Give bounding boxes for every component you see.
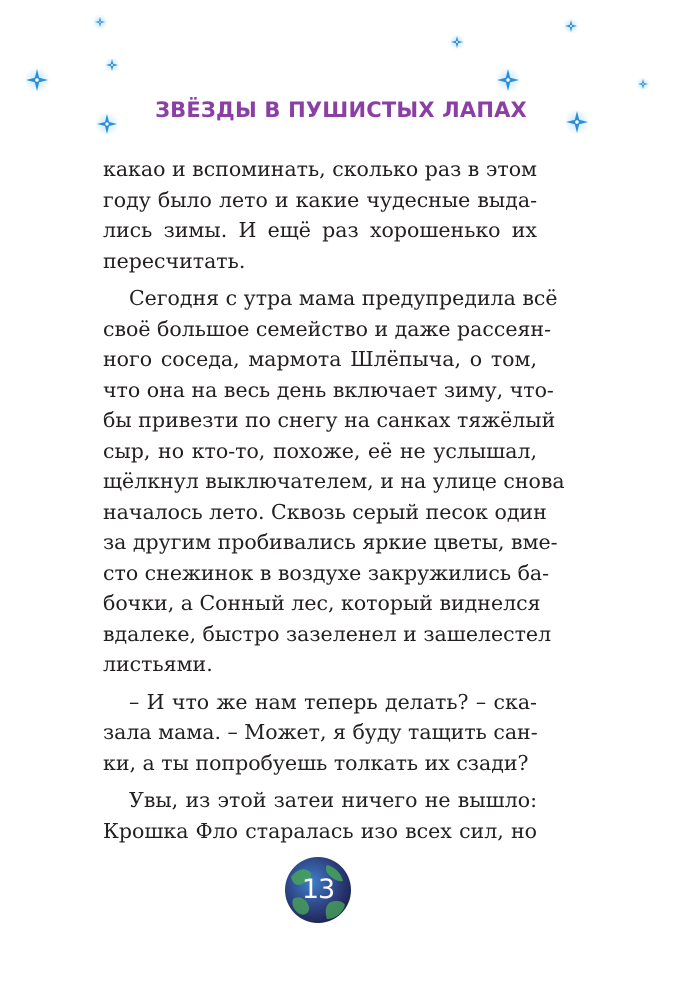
starry-sky-decoration (0, 0, 682, 150)
running-header-title: ЗВЁЗДЫ В ПУШИСТЫХ ЛАПАХ (155, 98, 527, 122)
paragraph (103, 687, 537, 779)
text-line: сто снежинок в воздухе закружились ба- (103, 560, 550, 585)
text-line: зала мама. – Может, я буду тащить сан- (103, 720, 538, 744)
star-icon (563, 18, 579, 34)
text-line: ки, а ты попробуешь толкать их сзади? (103, 750, 529, 775)
paragraph (103, 283, 565, 680)
text-line: ного соседа, мармота Шлёпыча, о том, (103, 347, 537, 371)
star-icon (92, 14, 108, 30)
text-line: какао и вспоминать, сколько раз в этом (103, 157, 537, 181)
text-line: году было лето и какие чудесные выда- (103, 187, 537, 212)
star-icon (636, 77, 650, 91)
text-line: Сегодня с утра мама предупредила всё (129, 286, 558, 310)
text-line: бы привезти по снегу на санках тяжёлый (103, 408, 556, 432)
text-line: щёлкнул выключателем, и на улице снова (103, 469, 565, 493)
text-line: началось лето. Сквозь серый песок один (103, 499, 547, 524)
text-line: лись зимы. И ещё раз хорошенько их (103, 218, 537, 242)
body-text (103, 154, 565, 846)
text-line: своё большое семейство и даже рассеян- (103, 316, 551, 341)
paragraph (103, 154, 537, 276)
text-line: бочки, а Сонный лес, который виднелся (103, 591, 541, 615)
text-line: что она на весь день включает зиму, что- (103, 377, 554, 402)
star-icon (104, 57, 120, 73)
star-icon (24, 67, 50, 93)
star-icon (449, 34, 465, 50)
page-number: 13 (301, 874, 335, 905)
text-line: листьями. (103, 652, 213, 676)
page-number-badge (283, 855, 353, 925)
text-line: сыр, но кто-то, похоже, её не услышал, (103, 438, 537, 463)
text-line: Увы, из этой затеи ничего не вышло: (129, 788, 537, 812)
text-line: Крошка Фло старалась изо всех сил, но (103, 818, 537, 843)
text-line: за другим пробивались яркие цветы, вме- (103, 530, 558, 554)
text-line: вдалеке, быстро зазеленел и зашелестел (103, 621, 552, 646)
text-line: пересчитать. (103, 248, 246, 273)
text-line: – И что же нам теперь делать? – ска- (129, 689, 537, 714)
star-icon (495, 67, 521, 93)
paragraph (103, 785, 537, 846)
